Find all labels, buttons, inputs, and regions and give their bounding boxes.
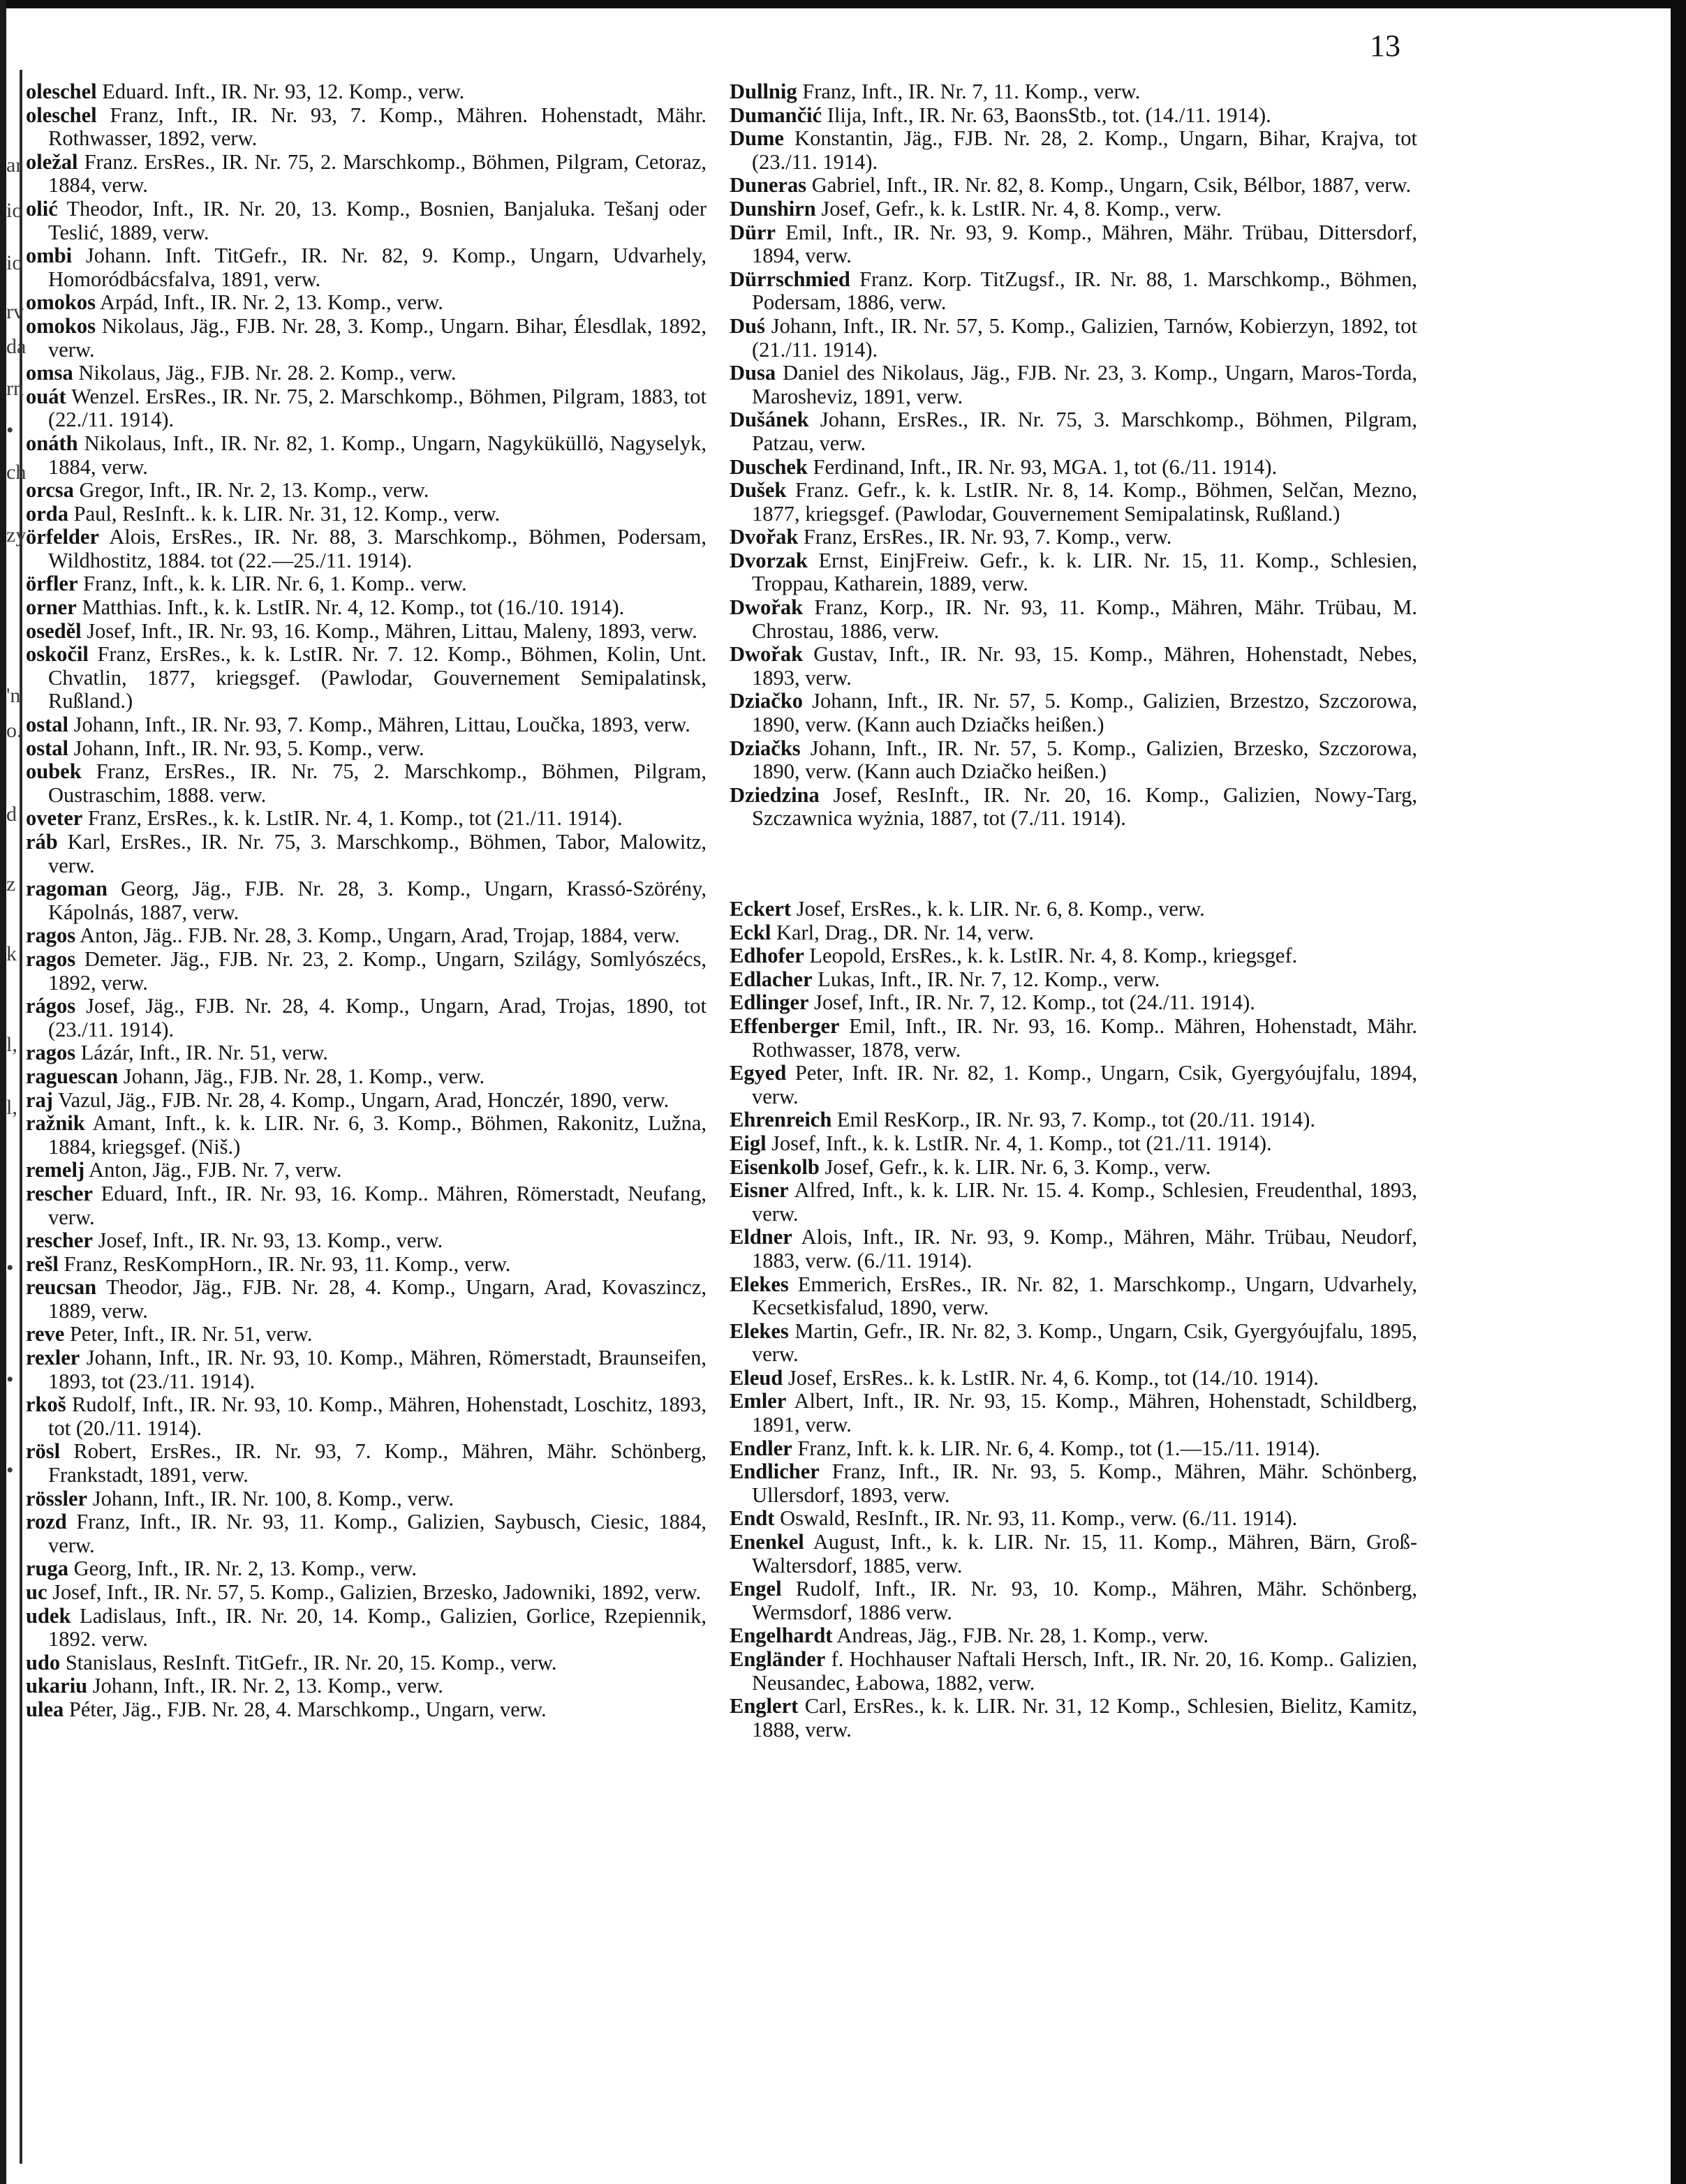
entry-details: Josef, Inft., IR. Nr. 57, 5. Komp., Galizien, Brzesko, Jadowniki, 1892, verw. (47, 1580, 702, 1604)
entry-surname: Dusa (730, 361, 776, 385)
entry-surname: oubek (26, 759, 82, 784)
register-entry (26, 1276, 707, 1323)
entry-details: Peter, Inft., IR. Nr. 51, verw. (64, 1322, 313, 1346)
gutter-fragment: • (6, 1459, 14, 1482)
entry-details: Rudolf, Inft., IR. Nr. 93, 10. Komp., Mähren, Hohenstadt, Loschitz, 1893, tot (20./11. 1914). (48, 1392, 707, 1440)
entry-details: Josef, Inft., IR. Nr. 93, 13. Komp., verw. (92, 1228, 443, 1253)
entry-details: Peter, Inft. IR. Nr. 82, 1. Komp., Ungarn, Csik, Gyergyóujfalu, 1894, verw. (752, 1061, 1417, 1108)
register-entry (730, 1108, 1417, 1132)
entry-surname: ostal (26, 736, 68, 760)
entry-surname: ostal (26, 713, 68, 737)
register-entry (26, 1393, 707, 1440)
register-entry (730, 1624, 1417, 1648)
entry-surname: Dušek (730, 478, 787, 503)
register-entry (730, 456, 1417, 480)
entry-surname: Endt (730, 1506, 775, 1531)
entry-details: Nikolaus, Inft., IR. Nr. 82, 1. Komp., Ungarn, Nagyküküllö, Nagyselyk, 1884, verw. (48, 431, 707, 479)
entry-details: Franz, Inft., IR. Nr. 93, 5. Komp., Mähren, Mähr. Schönberg, Ullersdorf, 1893, verw. (752, 1459, 1417, 1507)
entry-surname: Dwořak (730, 595, 804, 620)
gutter-fragment: • (6, 419, 14, 442)
entry-surname: ráb (26, 830, 58, 854)
entry-surname: ražnik (26, 1111, 85, 1136)
entry-surname: raj (26, 1087, 53, 1112)
entry-surname: Duschek (730, 454, 808, 479)
entry-surname: Eldner (730, 1225, 792, 1249)
entry-surname: raguescan (26, 1064, 119, 1088)
entry-surname: Dume (730, 126, 784, 151)
register-entry (730, 1320, 1417, 1367)
register-entry (26, 198, 707, 244)
entry-details: Matthias. Inft., k. k. LstIR. Nr. 4, 12. Komp., tot (16./10. 1914). (76, 595, 625, 620)
entry-surname: örfelder (26, 525, 99, 549)
entry-surname: Enenkel (730, 1530, 804, 1554)
entry-surname: onáth (26, 431, 78, 455)
register-entry (26, 1440, 707, 1487)
register-entry (730, 408, 1417, 455)
entry-surname: omokos (26, 290, 96, 315)
register-entry (730, 643, 1417, 690)
register-entry (730, 898, 1417, 921)
entry-surname: Engelhardt (730, 1624, 833, 1648)
entry-details: Johann, Inft., IR. Nr. 93, 5. Komp., verw. (68, 736, 424, 760)
entry-details: Franz. ErsRes., IR. Nr. 75, 2. Marschkomp., Böhmen, Pilgram, Cetoraz, 1884, verw. (48, 149, 707, 198)
register-entry (730, 127, 1417, 174)
entry-details: Paul, ResInft.. k. k. LIR. Nr. 31, 12. Komp., verw. (68, 501, 501, 526)
page-number: 13 (1370, 29, 1400, 63)
entry-surname: udo (26, 1650, 61, 1674)
entry-surname: Elekes (730, 1318, 789, 1343)
entry-surname: orcsa (26, 478, 74, 503)
entry-details: Alois, Inft., IR. Nr. 93, 9. Komp., Mähren, Mähr. Trübau, Neudorf, 1883, verw. (6./11. 1914). (752, 1225, 1417, 1272)
entry-surname: Edlacher (730, 967, 813, 991)
gutter-fragment: 'n (6, 684, 21, 707)
entry-details: Ilija, Inft., IR. Nr. 63, BaonsStb., tot. (14./11. 1914). (822, 103, 1271, 127)
entry-surname: örfler (26, 572, 78, 596)
register-entry (26, 877, 707, 924)
register-entry (26, 620, 707, 644)
entry-details: Andreas, Jäg., FJB. Nr. 28, 1. Komp., verw. (832, 1624, 1208, 1648)
entry-surname: rössler (26, 1486, 88, 1510)
entry-details: Franz, ErsRes., k. k. LstIR. Nr. 4, 1. Komp., tot (21./11. 1914). (82, 806, 623, 831)
entry-details: Alfred, Inft., k. k. LIR. Nr. 15. 4. Komp., Schlesien, Freudenthal, 1893, verw. (752, 1178, 1417, 1226)
entry-details: Ladislaus, Inft., IR. Nr. 20, 14. Komp., Galizien, Gorlice, Rzepiennik, 1892. verw. (48, 1603, 707, 1651)
entry-surname: ouát (26, 384, 66, 408)
entry-details: Konstantin, Jäg., FJB. Nr. 28, 2. Komp., Ungarn, Bihar, Krajva, tot (23./11. 1914). (752, 126, 1417, 174)
entry-details: Eduard. Inft., IR. Nr. 93, 12. Komp., verw. (96, 80, 465, 103)
entry-details: Vazul, Jäg., FJB. Nr. 28, 4. Komp., Ungarn, Arad, Honczér, 1890, verw. (52, 1087, 670, 1112)
register-entry (730, 268, 1417, 315)
entry-surname: Dürr (730, 220, 776, 244)
entry-surname: Englert (730, 1694, 799, 1718)
register-entry (26, 831, 707, 877)
gutter-fragment: l, (6, 1033, 17, 1056)
entry-surname: Ehrenreich (730, 1108, 832, 1132)
entry-details: Franz, ResKompHorn., IR. Nr. 93, 11. Komp., verw. (58, 1251, 511, 1276)
gutter-fragment: io (6, 251, 23, 274)
entry-details: Demeter. Jäg., FJB. Nr. 23, 2. Komp., Ungarn, Szilágy, Somlyószécs, 1892, verw. (48, 946, 707, 995)
entry-details: Emmerich, ErsRes., IR. Nr. 82, 1. Marschkomp., Ungarn, Udvarhely, Kecsetkisfalud, 1890, verw. (752, 1272, 1417, 1320)
entry-surname: omsa (26, 361, 73, 385)
register-entry (26, 1159, 707, 1182)
register-entry (26, 1698, 707, 1722)
entry-surname: Dürrschmied (730, 267, 850, 291)
entry-details: Anton, Jäg., FJB. Nr. 7, verw. (84, 1158, 342, 1182)
entry-surname: reucsan (26, 1275, 97, 1300)
entry-details: Franz, Inft., IR. Nr. 7, 11. Komp., verw. (797, 80, 1141, 103)
entry-surname: ukariu (26, 1674, 88, 1698)
entry-surname: rozd (26, 1510, 67, 1534)
entry-details: Johann, Inft., IR. Nr. 57, 5. Komp., Galizien, Brzesko, Szczorowa, 1890, verw. (Kann auch Dziačko heißen.) (752, 736, 1417, 784)
entry-surname: Eckl (730, 920, 771, 944)
register-entry (26, 1651, 707, 1675)
register-entry (26, 362, 707, 385)
entry-details: Theodor, Inft., IR. Nr. 20, 13. Komp., Bosnien, Banjaluka. Tešanj oder Teslić, 1889, verw. (48, 196, 707, 244)
entry-details: Georg, Inft., IR. Nr. 2, 13. Komp., verw. (68, 1557, 417, 1581)
entry-surname: remelj (26, 1158, 85, 1182)
entry-details: f. Hochhauser Naftali Hersch, Inft., IR. Nr. 20, 16. Komp.. Galizien, Neusandec, Łabowa, 1882, verw. (752, 1647, 1417, 1695)
register-entry (730, 198, 1417, 221)
entry-details: Johann, Inft., IR. Nr. 93, 7. Komp., Mähren, Littau, Loučka, 1893, verw. (68, 713, 690, 737)
entry-details: Emil, Inft., IR. Nr. 93, 16. Komp.. Mähren, Hohenstadt, Mähr. Rothwasser, 1878, verw. (752, 1013, 1417, 1062)
entry-surname: rescher (26, 1181, 93, 1205)
register-entry (26, 1346, 707, 1393)
entry-surname: ragos (26, 946, 76, 971)
left-column (26, 80, 707, 1722)
register-entry (730, 362, 1417, 408)
entry-surname: ombi (26, 244, 73, 268)
register-entry (26, 151, 707, 198)
entry-details: Emil, Inft., IR. Nr. 93, 9. Komp., Mähren, Mähr. Trübau, Dittersdorf, 1894, verw. (752, 220, 1417, 268)
register-entry (26, 1487, 707, 1511)
entry-details: Carl, ErsRes., k. k. LIR. Nr. 31, 12 Komp., Schlesien, Bielitz, Kamitz, 1888, verw. (752, 1694, 1417, 1741)
register-entry (26, 1065, 707, 1089)
register-entry (26, 385, 707, 432)
register-entry (26, 1112, 707, 1159)
register-entry (26, 572, 707, 596)
entry-details: Karl, Drag., DR. Nr. 14, verw. (771, 920, 1034, 944)
register-entry (26, 1089, 707, 1113)
entry-surname: omokos (26, 313, 96, 338)
register-entry (730, 968, 1417, 992)
entry-surname: oleschel (26, 103, 97, 127)
entry-details: Daniel des Nikolaus, Jäg., FJB. Nr. 23, 3. Komp., Ungarn, Maros-Torda, Marosheviz, 1891, verw. (752, 361, 1417, 408)
entry-surname: Eisenkolb (730, 1154, 820, 1179)
register-entry (730, 526, 1417, 549)
entry-details: Franz, ErsRes., IR. Nr. 75, 2. Marschkomp., Böhmen, Pilgram, Oustraschim, 1888. verw. (48, 759, 707, 807)
entry-details: Martin, Gefr., IR. Nr. 82, 3. Komp., Ungarn, Csik, Gyergyóujfalu, 1895, verw. (752, 1318, 1417, 1367)
entry-details: Josef, Gefr., k. k. LIR. Nr. 6, 3. Komp., verw. (819, 1154, 1211, 1179)
entry-surname: oveter (26, 806, 83, 831)
entry-details: Josef, ResInft., IR. Nr. 20, 16. Komp., Galizien, Nowy-Targ, Szczawnica wyżnia, 1887, tot (7./11. 1914). (752, 782, 1417, 831)
register-entry (26, 1605, 707, 1651)
register-entry (730, 1695, 1417, 1741)
entry-surname: Emler (730, 1389, 787, 1413)
entry-surname: Endlicher (730, 1459, 820, 1484)
entry-surname: rexler (26, 1346, 80, 1370)
gutter-fragment: da (6, 335, 27, 358)
entry-details: Ferdinand, Inft., IR. Nr. 93, MGA. 1, tot (6./11. 1914). (807, 454, 1278, 479)
register-entry (26, 104, 707, 151)
register-entry (26, 479, 707, 503)
register-entry (26, 315, 707, 362)
register-entry (730, 104, 1417, 128)
entry-details: Theodor, Jäg., FJB. Nr. 28, 4. Komp., Ungarn, Arad, Kovaszincz, 1889, verw. (48, 1275, 707, 1323)
entry-details: Johann, Jäg., FJB. Nr. 28, 1. Komp., verw. (118, 1064, 485, 1088)
entry-surname: Dziedzina (730, 782, 820, 807)
entry-details: Robert, ErsRes., IR. Nr. 93, 7. Komp., Mähren, Mähr. Schönberg, Frankstadt, 1891, verw. (48, 1439, 707, 1487)
register-entry (730, 174, 1417, 198)
register-entry (26, 291, 707, 315)
register-entry (26, 1510, 707, 1557)
entry-details: Wenzel. ErsRes., IR. Nr. 75, 2. Marschkomp., Böhmen, Pilgram, 1883, tot (22./11. 1914). (48, 384, 707, 432)
entry-surname: uc (26, 1580, 47, 1604)
right-column (730, 80, 1417, 1741)
entry-details: Franz, Inft. k. k. LIR. Nr. 6, 4. Komp., tot (1.—15./11. 1914). (792, 1436, 1321, 1460)
register-entry (26, 244, 707, 291)
entry-surname: ruga (26, 1557, 68, 1581)
register-entry (730, 1648, 1417, 1695)
entry-details: Josef, Jäg., FJB. Nr. 28, 4. Komp., Ungarn, Arad, Trojas, 1890, tot (23./11. 1914). (48, 994, 707, 1041)
register-entry (26, 737, 707, 761)
entry-surname: ragos (26, 923, 76, 948)
register-entry (730, 315, 1417, 362)
entry-surname: rágos (26, 994, 76, 1018)
register-entry (26, 1253, 707, 1277)
entry-details: Josef, ErsRes., k. k. LIR. Nr. 6, 8. Komp., verw. (791, 897, 1205, 921)
entry-surname: olić (26, 196, 58, 221)
entry-details: Josef, Inft., IR. Nr. 7, 12. Komp., tot (24./11. 1914). (808, 990, 1255, 1015)
register-entry (26, 1041, 707, 1065)
entry-surname: Dvorzak (730, 548, 808, 572)
entry-details: Lukas, Inft., IR. Nr. 7, 12. Komp., verw. (812, 967, 1160, 991)
entry-details: Johann, Inft., IR. Nr. 2, 13. Komp., verw. (87, 1674, 443, 1698)
entry-details: Franz, Inft., IR. Nr. 93, 11. Komp., Galizien, Saybusch, Ciesic, 1884, verw. (48, 1510, 707, 1557)
entry-details: Franz, Inft., k. k. LIR. Nr. 6, 1. Komp.. verw. (77, 572, 467, 596)
gutter-fragment: d (6, 803, 17, 826)
register-entry (730, 1015, 1417, 1062)
entry-surname: rešl (26, 1251, 59, 1276)
register-entry (26, 1323, 707, 1346)
entry-details: Amant, Inft., k. k. LIR. Nr. 6, 3. Komp., Böhmen, Rakonitz, Lužna, 1884, kriegsgef. (Niš.) (48, 1111, 707, 1159)
register-entry (730, 690, 1417, 736)
register-entry (730, 1367, 1417, 1390)
entry-details: Eduard, Inft., IR. Nr. 93, 16. Komp.. Mähren, Römerstadt, Neufang, verw. (48, 1181, 707, 1229)
entry-details: Johann, ErsRes., IR. Nr. 75, 3. Marschkomp., Böhmen, Pilgram, Patzau, verw. (752, 408, 1417, 455)
binding-gutter (0, 70, 25, 2164)
register-entry (26, 1182, 707, 1229)
entry-surname: udek (26, 1603, 71, 1628)
gutter-fragment: ar (6, 154, 23, 177)
entry-details: Johann. Inft. TitGefr., IR. Nr. 82, 9. Komp., Ungarn, Udvarhely, Homoródbácsfalva, 1891, verw. (48, 244, 707, 291)
register-entry (730, 1273, 1417, 1320)
register-entry (730, 784, 1417, 831)
register-entry (730, 944, 1417, 968)
gutter-fragment: k (6, 942, 17, 965)
entry-surname: rösl (26, 1439, 61, 1464)
entry-details: Leopold, ErsRes., k. k. LstIR. Nr. 4, 8. Komp., kriegsgef. (804, 944, 1298, 968)
gutter-fragment: io (6, 199, 23, 222)
register-entry (730, 991, 1417, 1015)
entry-surname: reve (26, 1322, 65, 1346)
register-entry (730, 921, 1417, 945)
scan-right-edge (1671, 0, 1686, 2184)
entry-surname: Dziačks (730, 736, 801, 760)
register-entry (730, 1156, 1417, 1180)
gutter-fragment: • (6, 1368, 14, 1391)
register-entry (730, 596, 1417, 643)
entry-details: Franz, Inft., IR. Nr. 93, 7. Komp., Mähren. Hohenstadt, Mähr. Rothwasser, 1892, verw. (48, 103, 707, 151)
register-entry (730, 1132, 1417, 1156)
entry-details: Nikolaus, Jäg., FJB. Nr. 28. 2. Komp., verw. (73, 361, 457, 385)
entry-details: Alois, ErsRes., IR. Nr. 88, 3. Marschkomp., Böhmen, Podersam, Wildhostitz, 1884. tot (22.—25./11. 1914). (48, 525, 707, 572)
entry-details: Josef, ErsRes.. k. k. LstIR. Nr. 4, 6. Komp., tot (14./10. 1914). (783, 1365, 1319, 1390)
gutter-fragment: l, (6, 1096, 17, 1119)
entry-surname: orner (26, 595, 77, 620)
entry-details: Franz, ErsRes., k. k. LstIR. Nr. 7. 12. Komp., Böhmen, Kolin, Unt. Chvatlin, 1877, kriegsgef. (Pawlodar, Gouvernement Semipalatinsk, Rußland.) (48, 642, 707, 713)
entry-details: Franz, ErsRes., IR. Nr. 93, 7. Komp., verw. (798, 525, 1172, 549)
register-entry (730, 1460, 1417, 1507)
entry-details: Arpád, Inft., IR. Nr. 2, 13. Komp., verw. (96, 290, 443, 315)
register-entry (730, 80, 1417, 104)
entry-surname: Dullnig (730, 80, 797, 103)
entry-surname: ragos (26, 1041, 76, 1065)
entry-surname: Elekes (730, 1272, 789, 1296)
entry-details: Josef, Inft., IR. Nr. 93, 16. Komp., Mähren, Littau, Maleny, 1893, verw. (81, 618, 697, 643)
entry-surname: Dvořak (730, 525, 799, 549)
entry-surname: ragoman (26, 877, 108, 901)
entry-surname: Edlinger (730, 990, 809, 1015)
gutter-fragment: rv (6, 300, 24, 323)
register-entry (730, 1437, 1417, 1461)
entry-details: Ernst, EinjFreiw. Gefr., k. k. LIR. Nr. 15, 11. Komp., Schlesien, Troppau, Katharein, 1889, verw. (752, 548, 1417, 596)
gutter-fragment: ch (6, 461, 27, 484)
entry-details: Stanislaus, ResInft. TitGefr., IR. Nr. 20, 15. Komp., verw. (60, 1650, 557, 1674)
entry-details: Josef, Gefr., k. k. LstIR. Nr. 4, 8. Komp., verw. (815, 196, 1222, 221)
entry-surname: oleschel (26, 80, 97, 103)
register-entry (26, 760, 707, 807)
scan-top-edge (0, 0, 1686, 8)
register-entry (730, 221, 1417, 268)
gutter-fragment: zy (6, 523, 27, 547)
entry-surname: Eckert (730, 897, 792, 921)
register-entry (730, 737, 1417, 784)
entry-surname: Dziačko (730, 689, 804, 713)
register-entry (730, 1390, 1417, 1436)
entry-details: Franz, Korp., IR. Nr. 93, 11. Komp., Mähren, Mähr. Trübau, M. Chrostau, 1886, verw. (752, 595, 1417, 643)
entry-surname: Dwořak (730, 642, 804, 667)
register-entry (26, 1674, 707, 1698)
entry-details: Rudolf, Inft., IR. Nr. 93, 10. Komp., Mähren, Mähr. Schönberg, Wermsdorf, 1886 verw. (752, 1577, 1417, 1624)
entry-surname: oskočil (26, 642, 89, 667)
gutter-fragment: • (6, 1256, 14, 1279)
entry-details: Franz. Gefr., k. k. LstIR. Nr. 8, 14. Komp., Böhmen, Selčan, Mezno, 1877, kriegsgef. (Pawlodar, Gouvernement Semipalatinsk, Rußland.) (752, 478, 1417, 526)
entry-details: Gustav, Inft., IR. Nr. 93, 15. Komp., Mähren, Hohenstadt, Nebes, 1893, verw. (752, 642, 1417, 690)
entry-details: Franz. Korp. TitZugsf., IR. Nr. 88, 1. Marschkomp., Böhmen, Podersam, 1886, verw. (752, 267, 1417, 315)
entry-details: Johann, Inft., IR. Nr. 100, 8. Komp., verw. (87, 1486, 454, 1510)
entry-details: Gregor, Inft., IR. Nr. 2, 13. Komp., verw. (73, 478, 429, 503)
register-entry (26, 432, 707, 479)
entry-surname: Eisner (730, 1178, 789, 1203)
entry-details: Georg, Jäg., FJB. Nr. 28, 3. Komp., Ungarn, Krassó-Szörény, Kápolnás, 1887, verw. (48, 877, 707, 924)
entry-surname: Engel (730, 1577, 782, 1601)
entry-surname: Eigl (730, 1131, 767, 1155)
entry-details: Johann, Inft., IR. Nr. 93, 10. Komp., Mähren, Römerstadt, Braunseifen, 1893, tot (23./11. 1914). (48, 1346, 707, 1393)
entry-surname: rkoš (26, 1392, 66, 1417)
entry-surname: Duneras (730, 173, 807, 198)
entry-details: Nikolaus, Jäg., FJB. Nr. 28, 3. Komp., Ungarn. Bihar, Élesdlak, 1892, verw. (48, 313, 707, 362)
register-entry (730, 1062, 1417, 1108)
entry-details: Péter, Jäg., FJB. Nr. 28, 4. Marschkomp., Ungarn, verw. (64, 1697, 547, 1721)
entry-details: Anton, Jäg.. FJB. Nr. 28, 3. Komp., Ungarn, Arad, Trojap, 1884, verw. (75, 923, 680, 948)
register-entry (26, 995, 707, 1041)
entry-details: Oswald, ResInft., IR. Nr. 93, 11. Komp., verw. (6./11. 1914). (774, 1506, 1298, 1531)
register-entry (26, 1557, 707, 1581)
entry-surname: ulea (26, 1697, 64, 1721)
register-entry (26, 713, 707, 737)
register-entry (26, 596, 707, 620)
entry-surname: Endler (730, 1436, 792, 1460)
entry-details: Josef, Inft., k. k. LstIR. Nr. 4, 1. Komp., tot (21./11. 1914). (766, 1131, 1272, 1155)
entry-details: Johann, Inft., IR. Nr. 57, 5. Komp., Galizien, Brzestzo, Szczorowa, 1890, verw. (Kann auch Dziačks heißen.) (752, 689, 1417, 737)
register-entry (26, 948, 707, 995)
entry-surname: Eleud (730, 1365, 783, 1390)
register-entry (730, 1226, 1417, 1272)
entry-details: Albert, Inft., IR. Nr. 93, 15. Komp., Mähren, Hohenstadt, Schildberg, 1891, verw. (752, 1389, 1417, 1437)
register-entry (730, 1531, 1417, 1577)
entry-details: Gabriel, Inft., IR. Nr. 82, 8. Komp., Ungarn, Csik, Bélbor, 1887, verw. (806, 173, 1412, 198)
register-entry (730, 1507, 1417, 1531)
register-entry (730, 1577, 1417, 1624)
entry-surname: Edhofer (730, 944, 804, 968)
entry-details: Emil ResKorp., IR. Nr. 93, 7. Komp., tot (20./11. 1914). (831, 1108, 1316, 1132)
register-entry (26, 80, 707, 104)
entry-details: August, Inft., k. k. LIR. Nr. 15, 11. Komp., Mähren, Bärn, Groß-Waltersdorf, 1885, verw. (752, 1530, 1417, 1577)
gutter-fragment: rn (6, 377, 24, 400)
entry-surname: Egyed (730, 1061, 787, 1085)
entry-surname: oseděl (26, 618, 82, 643)
gutter-fragment: z (6, 872, 16, 896)
register-entry (26, 503, 707, 526)
entry-surname: rescher (26, 1228, 93, 1253)
entry-surname: Dunshirn (730, 196, 816, 221)
entry-surname: Engländer (730, 1647, 826, 1671)
register-entry (26, 1229, 707, 1253)
entry-details: Karl, ErsRes., IR. Nr. 75, 3. Marschkomp., Böhmen, Tabor, Malowitz, verw. (48, 830, 707, 877)
entry-details: Johann, Inft., IR. Nr. 57, 5. Komp., Galizien, Tarnów, Kobierzyn, 1892, tot (21./11. 1914). (752, 313, 1417, 362)
entry-surname: Effenberger (730, 1013, 840, 1038)
gutter-fragment: o. (6, 719, 22, 742)
register-entry (730, 1179, 1417, 1226)
register-entry (26, 1581, 707, 1605)
register-entry (26, 924, 707, 948)
register-entry (730, 549, 1417, 596)
register-entry (26, 526, 707, 572)
entry-surname: Dumančić (730, 103, 822, 127)
entry-surname: Duś (730, 313, 765, 338)
register-entry (730, 479, 1417, 526)
register-entry (26, 807, 707, 831)
entry-details: Lázár, Inft., IR. Nr. 51, verw. (75, 1041, 329, 1065)
entry-surname: orda (26, 501, 68, 526)
entry-surname: oležal (26, 149, 78, 174)
register-entry (26, 643, 707, 713)
entry-surname: Dušánek (730, 408, 809, 432)
